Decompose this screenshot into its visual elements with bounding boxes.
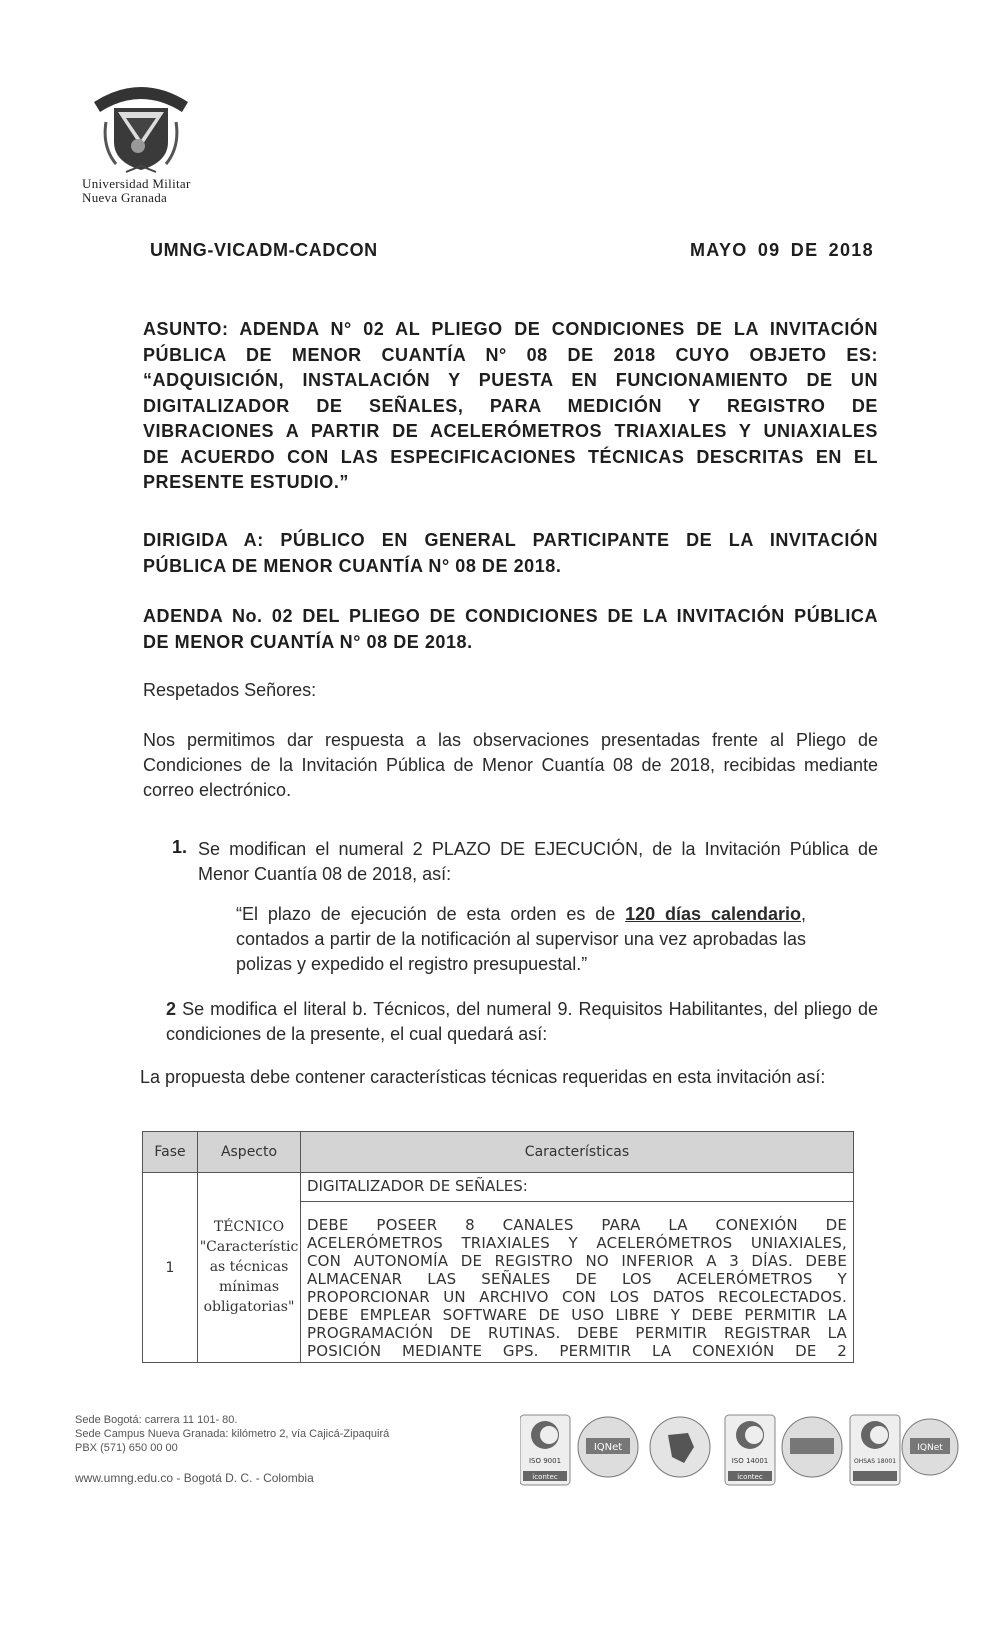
- icontec-iso14001-icon: [725, 1415, 775, 1485]
- footer-address-campus: Sede Campus Nueva Granada: kilómetro 2, vía Cajicá-Zipaquirá: [75, 1428, 390, 1440]
- item2-number: 2: [166, 999, 177, 1019]
- caracteristicas-line: DEBE POSEER 8 CANALES PARA LA CONEXIÓN DE: [307, 1216, 847, 1234]
- aspecto-line: as técnicas: [209, 1259, 289, 1275]
- quote-after: , contados a partir de la notificación al supervisor una vez aprobadas las polizas y expedido el registro presupuestal.”: [236, 904, 806, 974]
- iqnet-certified-icon: [782, 1417, 842, 1477]
- svg-text:IQNet: IQNet: [593, 1442, 623, 1453]
- document-reference: UMNG-VICADM-CADCON: [150, 240, 378, 260]
- icontec-ohsas-icon: [850, 1415, 900, 1485]
- cell-aspecto: [198, 1173, 301, 1363]
- svg-text:ISO 9001: ISO 9001: [528, 1457, 562, 1465]
- dirigida-block: [143, 528, 878, 579]
- asunto-line: DIGITALIZADOR DE SEÑALES, PARA MEDICIÓN Y REGISTRO DE: [143, 395, 878, 416]
- intro-paragraph: Nos permitimos dar respuesta a las observaciones presentadas frente al Pliego de Condiciones de la Invitación Pública de Menor Cuantía 08 de 2018, recibidas mediante correo electrónico.: [143, 730, 878, 800]
- university-seal-logo: [86, 72, 196, 177]
- svg-text:icontec: icontec: [737, 1473, 763, 1481]
- asunto-line: “ADQUISICIÓN, INSTALACIÓN Y PUESTA EN FUNCIONAMIENTO DE UN: [143, 370, 878, 390]
- asunto-line: VIBRACIONES A PARTIR DE ACELERÓMETROS TRIAXIALES Y UNIAXIALES: [143, 421, 878, 441]
- caracteristicas-body: [301, 1202, 853, 1362]
- dirigida-line: PÚBLICA DE MENOR CUANTÍA N° 08 DE 2018.: [143, 555, 562, 576]
- icontec-iso9001-icon: [520, 1415, 570, 1485]
- propuesta-paragraph: La propuesta debe contener características técnicas requeridas en esta invitación así:: [140, 1067, 826, 1087]
- header-caracteristicas: Características: [301, 1132, 854, 1173]
- cell-fase: 1: [143, 1173, 198, 1363]
- footer-website[interactable]: www.umng.edu.co - Bogotá D. C. - Colombia: [75, 1471, 314, 1485]
- item2-text: Se modifica el literal b. Técnicos, del numeral 9. Requisitos Habilitantes, del pliego de condiciones de la presente, el cual quedará así:: [166, 999, 878, 1044]
- aspecto-line: TÉCNICO: [213, 1219, 285, 1235]
- document-date: MAYO 09 DE 2018: [690, 240, 874, 260]
- asunto-line: ASUNTO: ADENDA N° 02 AL PLIEGO DE CONDICIONES DE LA INVITACIÓN: [143, 319, 878, 339]
- svg-text:icontec: icontec: [532, 1473, 558, 1481]
- table-row: [143, 1173, 854, 1363]
- caracteristicas-line: PROPORCIONAR UN ARCHIVO CON LOS DATOS RECOLECTADOS.: [307, 1288, 847, 1306]
- caracteristicas-line: CON AUTONOMÍA DE REGISTRO NO INFERIOR A 3 DÍAS. DEBE: [307, 1252, 847, 1270]
- caracteristicas-line: DEBE EMPLEAR SOFTWARE DE USO LIBRE Y DEBE PERMITIR LA: [307, 1306, 847, 1324]
- adenda-line: ADENDA No. 02 DEL PLIEGO DE CONDICIONES DE LA INVITACIÓN PÚBLICA: [143, 606, 878, 626]
- item2-paragraph: [166, 997, 878, 1047]
- iqnet-certified-icon-2: [902, 1419, 958, 1475]
- cell-caracteristicas: [301, 1173, 854, 1363]
- quote-paragraph: [236, 902, 806, 977]
- footer-phone: PBX (571) 650 00 00: [75, 1442, 178, 1454]
- dirigida-line: DIRIGIDA A: PÚBLICO EN GENERAL PARTICIPANTE DE LA INVITACIÓN: [143, 530, 878, 550]
- svg-text:OHSAS 18001: OHSAS 18001: [853, 1458, 897, 1465]
- header-aspecto: Aspecto: [198, 1132, 301, 1173]
- aspecto-line: mínimas: [218, 1279, 280, 1295]
- header-fase: Fase: [143, 1132, 198, 1173]
- asunto-line: DE ACUERDO CON LAS ESPECIFICACIONES TÉCNICAS DESCRITAS EN EL: [143, 446, 878, 467]
- table-header-row: [143, 1132, 854, 1173]
- caracteristicas-line: ALMACENAR LAS SEÑALES DE LOS ACELERÓMETROS Y: [307, 1270, 847, 1288]
- caracteristicas-line: POSICIÓN MEDIANTE GPS. PERMITIR LA CONEXIÓN DE 2: [307, 1342, 847, 1360]
- aspecto-line: "Característic: [199, 1239, 299, 1255]
- footer-address-bogota: Sede Bogotá: carrera 11 101- 80.: [75, 1414, 238, 1426]
- item1-number: 1.: [172, 837, 188, 857]
- asunto-block: [143, 317, 878, 496]
- quote-highlight: 120 días calendario: [625, 904, 801, 924]
- caracteristicas-heading: DIGITALIZADOR DE SEÑALES:: [301, 1173, 853, 1202]
- svg-text:ISO 14001: ISO 14001: [731, 1457, 769, 1465]
- university-name-line1: Universidad Militar: [82, 176, 191, 191]
- item1-text: Se modifican el numeral 2 PLAZO DE EJECUCIÓN, de la Invitación Pública de Menor Cuantía 08 de 2018, así:: [198, 839, 878, 884]
- iqnet-icon: [578, 1417, 638, 1477]
- specs-table: [142, 1131, 854, 1363]
- adenda-line: DE MENOR CUANTÍA N° 08 DE 2018.: [143, 631, 473, 652]
- asunto-line: PRESENTE ESTUDIO.”: [143, 472, 349, 492]
- adenda-block: [143, 604, 878, 655]
- university-name-line2: Nueva Granada: [82, 190, 168, 205]
- svg-text:IQNet: IQNet: [917, 1443, 943, 1453]
- aspecto-line: obligatorias": [203, 1299, 295, 1315]
- colombia-map-seal-icon: [650, 1417, 710, 1477]
- asunto-line: PÚBLICA DE MENOR CUANTÍA N° 08 DE 2018 CUYO OBJETO ES:: [143, 344, 878, 365]
- caracteristicas-line: PROGRAMACIÓN DE RUTINAS. DEBE PERMITIR REGISTRAR LA: [307, 1324, 847, 1342]
- caracteristicas-line: ACELERÓMETROS TRIAXIALES Y ACELERÓMETROS UNIAXIALES,: [307, 1234, 847, 1252]
- certification-logos: [520, 1405, 960, 1505]
- greeting: Respetados Señores:: [143, 680, 317, 700]
- quote-before: “El plazo de ejecución de esta orden es de: [236, 904, 626, 924]
